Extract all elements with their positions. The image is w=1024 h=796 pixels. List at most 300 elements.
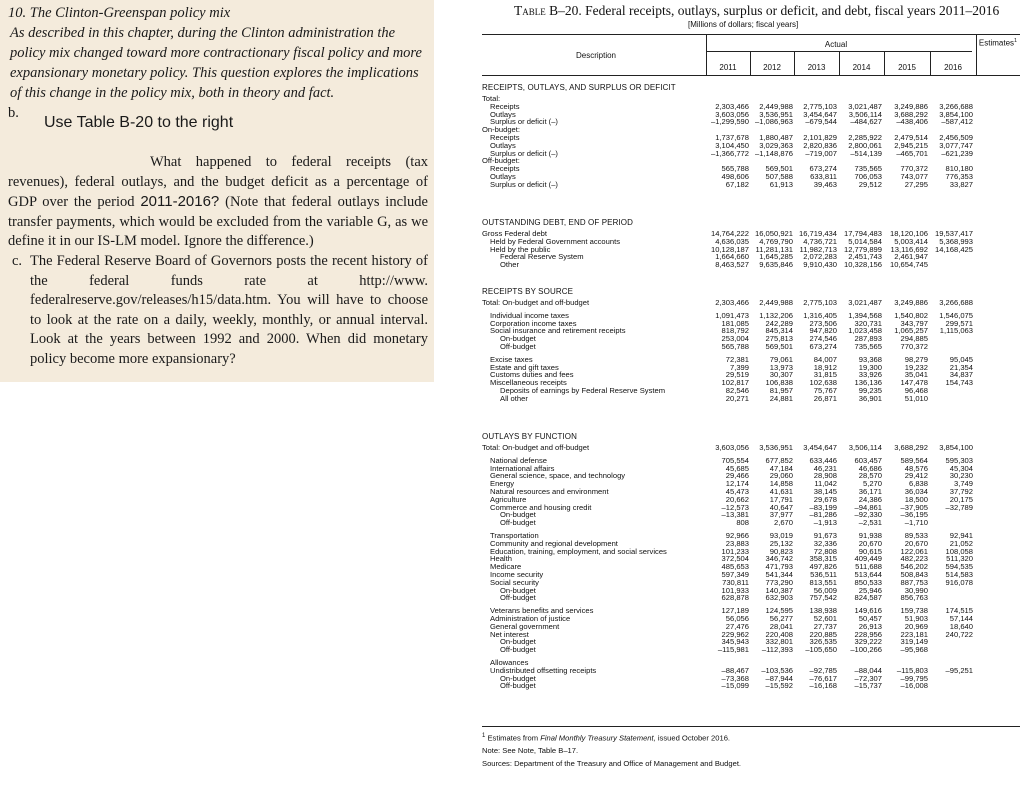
year-header: 2014 bbox=[852, 63, 871, 72]
table-cell: 673,274 bbox=[809, 342, 837, 351]
table-cell: –100,266 bbox=[850, 645, 882, 655]
table-cell: 4,736,721 bbox=[803, 236, 837, 246]
table-cell: 5,270 bbox=[862, 479, 882, 489]
table-cell: 3,021,487 bbox=[848, 298, 882, 307]
table-cell: –621,239 bbox=[941, 148, 973, 158]
table-cell: 159,738 bbox=[900, 606, 928, 616]
table-cell: –73,368 bbox=[721, 673, 749, 683]
estimates-footnote-mark: 1 bbox=[1014, 38, 1018, 44]
table-cell: 482,223 bbox=[900, 554, 928, 564]
table-cell: 20,670 bbox=[904, 538, 928, 548]
table-cell: 856,763 bbox=[900, 593, 928, 603]
part-c bbox=[8, 252, 428, 370]
row-label: Other bbox=[500, 260, 519, 270]
table-cell: 220,885 bbox=[809, 629, 837, 639]
column-separator bbox=[750, 51, 751, 75]
table-cell: 18,120,106 bbox=[889, 229, 928, 238]
table-cell: 46,231 bbox=[813, 463, 837, 473]
row-label: Individual income taxes bbox=[490, 310, 569, 320]
column-separator bbox=[706, 34, 707, 75]
header-top-rule bbox=[482, 34, 1020, 35]
table-cell: 9,910,430 bbox=[803, 260, 837, 270]
table-cell: 36,901 bbox=[858, 393, 882, 403]
table-cell: 2,072,283 bbox=[803, 252, 837, 262]
table-cell: –92,330 bbox=[854, 510, 882, 520]
table-cell: 98,279 bbox=[904, 354, 928, 364]
table-cell: 122,061 bbox=[900, 546, 928, 556]
column-separator bbox=[839, 51, 840, 75]
table-cell: 735,565 bbox=[854, 164, 882, 174]
row-label: On-budget bbox=[500, 637, 536, 647]
table-cell: –87,944 bbox=[765, 673, 793, 683]
table-cell: 27,737 bbox=[813, 621, 837, 631]
table-cell: 569,501 bbox=[765, 342, 793, 351]
table-cell: 61,913 bbox=[769, 179, 793, 189]
table-cell: 735,565 bbox=[854, 342, 882, 351]
table-cell: –83,199 bbox=[809, 502, 837, 512]
table-cell: 2,101,829 bbox=[803, 133, 837, 142]
table-cell: 345,943 bbox=[721, 637, 749, 647]
table-cell: 18,500 bbox=[904, 494, 928, 504]
table-cell: 48,576 bbox=[904, 463, 928, 473]
table-cell: 75,767 bbox=[813, 386, 837, 395]
column-separator bbox=[930, 51, 931, 75]
table-cell: 3,603,056 bbox=[715, 443, 749, 452]
year-header: 2012 bbox=[763, 63, 781, 72]
table-cell: 2,775,103 bbox=[803, 101, 837, 111]
table-cell: –103,536 bbox=[761, 665, 793, 675]
column-separator bbox=[794, 51, 795, 75]
row-label: Transportation bbox=[490, 531, 539, 540]
table-cell: 1,394,568 bbox=[848, 310, 882, 320]
table-cell: 589,564 bbox=[900, 455, 928, 465]
row-label: General government bbox=[490, 621, 560, 631]
row-label: On-budget bbox=[500, 334, 536, 344]
table-cell: 31,815 bbox=[813, 370, 837, 380]
table-cell: 3,688,292 bbox=[894, 109, 928, 119]
table-cell: 4,769,790 bbox=[759, 236, 793, 246]
table-cell: 319,149 bbox=[900, 637, 928, 647]
table-cell: –76,617 bbox=[809, 673, 837, 683]
row-label: Outlays bbox=[490, 140, 516, 150]
table-cell: 471,793 bbox=[765, 562, 793, 572]
table-cell: 19,232 bbox=[904, 362, 928, 372]
table-cell: 850,533 bbox=[854, 577, 882, 587]
table-b20 bbox=[436, 0, 1024, 796]
table-cell: –36,195 bbox=[900, 510, 928, 520]
column-separator bbox=[884, 51, 885, 75]
table-cell: 274,546 bbox=[809, 334, 837, 344]
table-cell: 29,512 bbox=[858, 179, 882, 189]
table-cell: 17,791 bbox=[769, 494, 793, 504]
row-label: Corporation income taxes bbox=[490, 318, 577, 328]
table-cell: 41,631 bbox=[769, 487, 793, 496]
table-cell: 89,533 bbox=[904, 531, 928, 540]
table-cell: 13,973 bbox=[769, 362, 793, 372]
table-cell: 2,285,922 bbox=[848, 133, 882, 142]
table-cell: 1,737,678 bbox=[715, 133, 749, 142]
table-title-text: Federal receipts, outlays, surplus or deficit, and debt, fiscal years 2011–2016 bbox=[585, 3, 1000, 18]
table-cell: –679,544 bbox=[805, 117, 837, 127]
table-cell: 20,175 bbox=[949, 494, 973, 504]
table-cell: 19,537,417 bbox=[934, 229, 973, 238]
table-cell: 181,085 bbox=[721, 318, 749, 328]
table-cell: 511,320 bbox=[946, 554, 973, 564]
table-cell: –16,168 bbox=[809, 681, 837, 691]
table-cell: 33,926 bbox=[858, 370, 882, 380]
table-cell: 514,583 bbox=[945, 570, 973, 579]
table-cell: 26,871 bbox=[813, 393, 837, 403]
table-cell: –1,148,876 bbox=[754, 148, 793, 158]
table-cell: 18,912 bbox=[813, 362, 837, 372]
table-cell: 3,536,951 bbox=[759, 443, 793, 452]
table-cell: 6,838 bbox=[908, 479, 928, 489]
table-cell: 770,372 bbox=[900, 164, 928, 174]
table-cell: 24,386 bbox=[858, 494, 882, 504]
table-cell: 818,792 bbox=[721, 326, 749, 336]
table-cell: 36,034 bbox=[904, 487, 928, 496]
header-bottom-rule bbox=[482, 75, 1020, 76]
table-cell: 2,451,743 bbox=[848, 252, 882, 262]
row-label: Receipts bbox=[490, 164, 520, 174]
table-cell: 632,903 bbox=[765, 593, 793, 603]
table-cell: 154,743 bbox=[945, 378, 973, 388]
table-cell: 3,454,647 bbox=[803, 109, 837, 119]
table-cell: –465,701 bbox=[896, 148, 928, 158]
table-cell: 757,542 bbox=[809, 593, 837, 603]
row-label: Undistributed offsetting receipts bbox=[490, 665, 597, 675]
table-cell: 565,788 bbox=[721, 164, 749, 174]
table-cell: 9,635,846 bbox=[759, 260, 793, 270]
table-cell: 3,249,886 bbox=[894, 298, 928, 307]
row-label: All other bbox=[500, 393, 528, 403]
footnote-estimates bbox=[482, 730, 741, 745]
table-cell: 29,060 bbox=[769, 471, 793, 481]
table-cell: 2,449,988 bbox=[759, 298, 793, 307]
section-heading: RECEIPTS, OUTLAYS, AND SURPLUS OR DEFICIT bbox=[482, 83, 676, 92]
table-cell: 30,307 bbox=[769, 370, 793, 380]
table-cell: 45,473 bbox=[725, 487, 749, 496]
table-cell: –1,913 bbox=[813, 518, 837, 528]
row-label: Surplus or deficit (–) bbox=[490, 179, 558, 189]
table-cell: –81,286 bbox=[809, 510, 837, 520]
table-cell: 16,719,434 bbox=[798, 229, 837, 238]
table-cell: 706,053 bbox=[854, 172, 882, 181]
row-label: Off-budget bbox=[500, 645, 536, 655]
table-cell: 507,588 bbox=[765, 172, 793, 181]
part-b-question bbox=[8, 153, 428, 252]
table-cell: 3,854,100 bbox=[939, 109, 973, 119]
table-cell: –105,650 bbox=[805, 645, 837, 655]
table-cell: 240,722 bbox=[945, 629, 973, 639]
part-b-text-1: What happened to federal receipts (tax revenues), federal outlays, and the budget deficit as a percentage of GDP over the period bbox=[8, 154, 428, 211]
table-cell: 93,019 bbox=[769, 531, 793, 540]
table-cell: 81,957 bbox=[769, 386, 793, 395]
table-cell: 2,456,509 bbox=[939, 133, 973, 142]
row-label: Outlays bbox=[490, 109, 516, 119]
footnote-suffix: issued October 2016. bbox=[657, 733, 731, 743]
table-cell: –12,573 bbox=[721, 502, 749, 512]
row-label: Off-budget bbox=[500, 342, 536, 351]
table-cell: 633,811 bbox=[810, 172, 837, 181]
table-cell: 2,670 bbox=[773, 518, 793, 528]
table-cell: –15,592 bbox=[765, 681, 793, 691]
year-header: 2015 bbox=[898, 63, 916, 72]
table-cell: –115,803 bbox=[896, 665, 928, 675]
row-label: Community and regional development bbox=[490, 538, 618, 548]
table-cell: 14,168,425 bbox=[934, 244, 973, 254]
footnote-sources: Sources: Department of the Treasury and Office of Management and Budget. bbox=[482, 758, 742, 768]
footnote-source-title: Final Monthly Treasury Statement, bbox=[540, 733, 656, 743]
table-cell: 916,078 bbox=[945, 577, 973, 587]
table-cell: –16,008 bbox=[900, 681, 928, 691]
table-cell: 29,519 bbox=[725, 370, 749, 380]
table-cell: 92,941 bbox=[949, 531, 973, 540]
table-cell: 102,817 bbox=[721, 378, 749, 388]
row-label: Natural resources and environment bbox=[490, 487, 609, 496]
row-label: Excise taxes bbox=[490, 354, 533, 364]
table-cell: 508,843 bbox=[900, 570, 928, 579]
table-cell: 72,808 bbox=[813, 546, 837, 556]
table-cell: 1,316,405 bbox=[803, 310, 837, 320]
table-cell: 90,823 bbox=[769, 546, 793, 556]
row-label: On-budget bbox=[500, 673, 536, 683]
table-cell: –95,968 bbox=[900, 645, 928, 655]
table-cell: 14,858 bbox=[769, 479, 793, 489]
table-cell: –514,139 bbox=[850, 148, 882, 158]
table-cell: –115,981 bbox=[717, 645, 749, 655]
table-cell: 29,412 bbox=[904, 471, 928, 481]
table-cell: 37,792 bbox=[949, 487, 973, 496]
table-cell: 3,688,292 bbox=[894, 443, 928, 452]
year-header: 2013 bbox=[807, 63, 826, 72]
table-cell: 595,303 bbox=[945, 455, 973, 465]
table-cell: 497,826 bbox=[809, 562, 837, 572]
row-label: Education, training, employment, and social services bbox=[490, 546, 667, 556]
part-b-letter: b. bbox=[8, 105, 19, 121]
table-cell: 253,004 bbox=[721, 334, 749, 344]
row-label: Total: bbox=[482, 94, 501, 103]
row-label: Off-budget: bbox=[482, 156, 520, 166]
table-cell: 887,753 bbox=[900, 577, 928, 587]
table-cell: 485,653 bbox=[721, 562, 749, 572]
table-cell: 2,820,836 bbox=[803, 140, 837, 150]
table-cell: –1,366,772 bbox=[710, 148, 749, 158]
table-cell: 2,800,061 bbox=[848, 140, 882, 150]
estimates-header bbox=[976, 38, 1020, 48]
table-cell: 603,457 bbox=[854, 455, 882, 465]
table-cell: –2,531 bbox=[858, 518, 882, 528]
table-cell: 92,966 bbox=[725, 531, 749, 540]
table-cell: 27,295 bbox=[904, 179, 928, 189]
table-cell: 57,144 bbox=[949, 614, 973, 623]
table-cell: 3,506,114 bbox=[848, 443, 882, 452]
row-label: National defense bbox=[490, 455, 547, 465]
table-cell: 20,670 bbox=[858, 538, 882, 548]
table-cell: 824,587 bbox=[854, 593, 882, 603]
table-cell: 106,838 bbox=[765, 378, 793, 388]
table-cell: 45,304 bbox=[949, 463, 973, 473]
table-cell: 20,271 bbox=[725, 393, 749, 403]
table-cell: –32,789 bbox=[945, 502, 973, 512]
table-cell: 38,145 bbox=[813, 487, 837, 496]
table-cell: 3,506,114 bbox=[848, 109, 882, 119]
table-cell: 2,479,514 bbox=[894, 133, 928, 142]
description-header: Description bbox=[575, 51, 616, 60]
table-cell: 56,277 bbox=[769, 614, 793, 623]
row-label: Social security bbox=[490, 577, 539, 587]
table-cell: 36,171 bbox=[858, 487, 882, 496]
table-cell: 5,368,993 bbox=[939, 236, 973, 246]
actual-header: Actual bbox=[824, 40, 848, 49]
table-cell: 20,662 bbox=[725, 494, 749, 504]
question-panel bbox=[0, 0, 434, 382]
row-label: Estate and gift taxes bbox=[490, 362, 559, 372]
row-label: Health bbox=[490, 554, 512, 564]
table-cell: 1,023,458 bbox=[848, 326, 882, 336]
row-label: Commerce and housing credit bbox=[490, 502, 592, 512]
row-label: Deposits of earnings by Federal Reserve System bbox=[500, 386, 666, 395]
table-cell: 3,536,951 bbox=[759, 109, 793, 119]
row-label: Held by Federal Government accounts bbox=[490, 236, 621, 246]
table-cell: 140,387 bbox=[765, 585, 793, 595]
table-cell: 294,885 bbox=[900, 334, 928, 344]
table-cell: 56,009 bbox=[813, 585, 837, 595]
part-b-period: 2011-2016? bbox=[140, 193, 220, 211]
table-cell: 16,050,921 bbox=[754, 229, 793, 238]
table-cell: 10,128,187 bbox=[710, 244, 749, 254]
table-cell: 96,468 bbox=[904, 386, 928, 395]
table-cell: 7,399 bbox=[729, 362, 749, 372]
table-cell: 242,289 bbox=[765, 318, 793, 328]
row-label: Veterans benefits and services bbox=[490, 606, 594, 616]
table-cell: 1,065,257 bbox=[894, 326, 928, 336]
table-cell: 102,638 bbox=[809, 378, 837, 388]
row-label: Receipts bbox=[490, 133, 520, 142]
table-cell: 569,501 bbox=[765, 164, 793, 174]
table-cell: –88,467 bbox=[721, 665, 749, 675]
table-number: Table B–20. bbox=[514, 3, 582, 18]
table-cell: 46,686 bbox=[858, 463, 882, 473]
table-cell: 40,647 bbox=[769, 502, 793, 512]
table-cell: 320,731 bbox=[854, 318, 882, 328]
table-cell: 12,174 bbox=[725, 479, 749, 489]
table-cell: 773,290 bbox=[765, 577, 793, 587]
row-label: Net interest bbox=[490, 629, 529, 639]
table-cell: 565,788 bbox=[721, 342, 749, 351]
table-cell: 47,184 bbox=[769, 463, 793, 473]
table-cell: 30,990 bbox=[904, 585, 928, 595]
table-cell: 3,454,647 bbox=[803, 443, 837, 452]
table-cell: –99,795 bbox=[900, 673, 928, 683]
table-cell: 84,007 bbox=[813, 354, 837, 364]
table-cell: 11,281,131 bbox=[755, 244, 793, 254]
table-cell: –1,086,963 bbox=[754, 117, 793, 127]
table-cell: 3,266,688 bbox=[939, 298, 973, 307]
table-cell: 25,946 bbox=[858, 585, 882, 595]
part-b-header bbox=[8, 104, 428, 132]
table-cell: 220,408 bbox=[765, 629, 793, 639]
table-cell: 3,603,056 bbox=[715, 109, 749, 119]
row-label: Gross Federal debt bbox=[482, 229, 547, 238]
table-cell: 3,249,886 bbox=[894, 101, 928, 111]
row-label: Off-budget bbox=[500, 681, 536, 691]
row-label: Total: On-budget and off-budget bbox=[482, 298, 590, 307]
table-cell: 228,956 bbox=[854, 629, 882, 639]
table-cell: 52,601 bbox=[813, 614, 837, 623]
table-cell: 2,945,215 bbox=[894, 140, 928, 150]
table-cell: 39,463 bbox=[813, 179, 837, 189]
table-cell: 2,449,988 bbox=[759, 101, 793, 111]
table-cell: 3,029,363 bbox=[759, 140, 793, 150]
row-label: Miscellaneous receipts bbox=[490, 378, 567, 388]
table-cell: 93,368 bbox=[858, 354, 882, 364]
table-cell: 14,764,222 bbox=[710, 229, 749, 238]
table-title bbox=[514, 3, 999, 19]
table-cell: 8,463,527 bbox=[715, 260, 749, 270]
table-cell: 24,881 bbox=[769, 393, 793, 403]
table-cell: 30,230 bbox=[949, 471, 973, 481]
row-label: Medicare bbox=[490, 562, 522, 572]
table-cell: 27,476 bbox=[725, 621, 749, 631]
table-cell: 51,903 bbox=[904, 614, 928, 623]
table-cell: 124,595 bbox=[765, 606, 793, 616]
question-title: 10. The Clinton-Greenspan policy mix bbox=[8, 5, 231, 21]
table-cell: 633,446 bbox=[809, 455, 837, 465]
row-label: On-budget bbox=[500, 510, 536, 520]
row-label: Off-budget bbox=[500, 593, 536, 603]
table-cell: 82,546 bbox=[725, 386, 749, 395]
table-cell: 3,266,688 bbox=[939, 101, 973, 111]
table-cell: 51,010 bbox=[904, 393, 928, 403]
table-cell: 26,913 bbox=[858, 621, 882, 631]
table-cell: 37,977 bbox=[769, 510, 793, 520]
table-cell: 536,511 bbox=[810, 570, 837, 579]
table-cell: 677,852 bbox=[765, 455, 793, 465]
table-cell: 332,801 bbox=[765, 637, 793, 647]
table-cell: 673,274 bbox=[809, 164, 837, 174]
table-cell: 770,372 bbox=[900, 342, 928, 351]
table-cell: 101,933 bbox=[721, 585, 749, 595]
table-cell: 11,982,713 bbox=[799, 244, 837, 254]
section-heading: RECEIPTS BY SOURCE bbox=[482, 287, 574, 296]
table-cell: –1,299,590 bbox=[710, 117, 749, 127]
row-label: Income security bbox=[490, 570, 544, 579]
table-cell: 299,571 bbox=[945, 318, 973, 328]
table-cell: –112,393 bbox=[761, 645, 793, 655]
table-cell: 19,300 bbox=[858, 362, 882, 372]
table-cell: 3,749 bbox=[953, 479, 973, 489]
table-cell: 90,615 bbox=[858, 546, 882, 556]
table-cell: 33,827 bbox=[949, 179, 973, 189]
table-cell: 12,779,899 bbox=[843, 244, 882, 254]
table-cell: –95,251 bbox=[945, 665, 973, 675]
table-cell: 813,551 bbox=[809, 577, 837, 587]
table-cell: 20,969 bbox=[904, 621, 928, 631]
table-cell: –438,406 bbox=[896, 117, 928, 127]
table-cell: 3,104,450 bbox=[715, 140, 749, 150]
table-cell: 10,328,156 bbox=[843, 260, 882, 270]
table-cell: 1,091,473 bbox=[715, 310, 749, 320]
table-cell: 3,854,100 bbox=[939, 443, 973, 452]
table-cell: 32,336 bbox=[813, 538, 837, 548]
table-cell: –72,307 bbox=[854, 673, 882, 683]
table-cell: 18,640 bbox=[949, 621, 973, 631]
table-cell: 498,606 bbox=[721, 172, 749, 181]
table-cell: 72,381 bbox=[725, 354, 749, 364]
row-label: On-budget bbox=[500, 585, 536, 595]
part-c-question: The Federal Reserve Board of Governors posts the recent history of the federal funds rate at http://www. federalreserve.gov/releases/h15/data.htm. You will have to choose to look at the rate on a daily, weekly, monthly, or annual interval. Look at the years between 1992 and 2000. When did monetary policy become more expansionary? bbox=[30, 252, 428, 367]
